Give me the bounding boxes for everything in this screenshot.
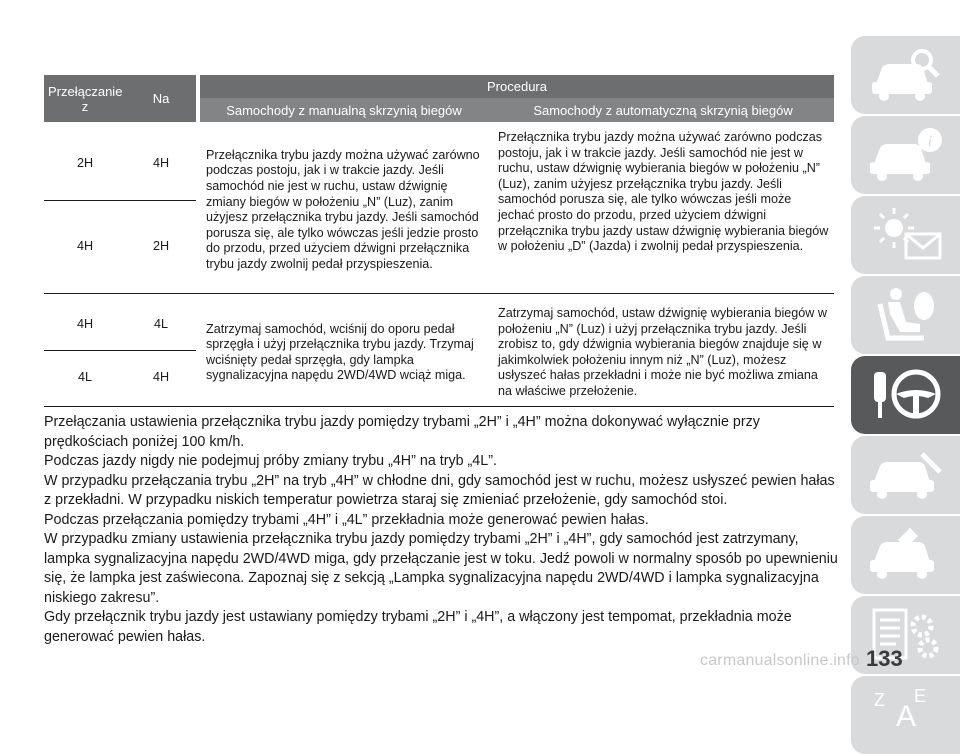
switch-to-cell: 2H — [152, 238, 170, 253]
paragraph: Gdy przełącznik trybu jazdy jest ustawiany pomiędzy trybami „2H” i „4H”, a włączony jest tempomat, przekładnia może generować pewien hałas. — [44, 609, 792, 645]
tab-emergency[interactable] — [851, 436, 960, 514]
switch-to-cell: 4H — [152, 156, 170, 171]
automatic-procedure-text: Zatrzymaj samochód, ustaw dźwignię wybierania biegów w położeniu „N” (Luz) i użyj przełącznika trybu jazdy. Jeśli zrobisz to, gdy dźwignia wybierania biegów znajduje się w jakimkolwiek położeniu innym niż „N” (Luz), możesz usłyszeć hałas przekładni i może nie być możliwa zmiana na właściwe przełożenie. — [498, 305, 827, 398]
switch-from-cell: 4H — [76, 316, 94, 331]
tab-warning-lights[interactable] — [851, 196, 960, 274]
svg-text:Z: Z — [873, 690, 885, 710]
switch-to-cell: 4H — [152, 370, 170, 385]
switch-from-cell: 2H — [76, 156, 94, 171]
tab-starting-driving[interactable] — [851, 356, 960, 434]
key-steering-wheel-icon — [866, 364, 946, 426]
paragraph: Podczas jazdy nigdy nie podejmuj próby zmiany trybu „4H” na tryb „4L”. — [44, 453, 497, 469]
switch-from-cell: 4L — [77, 370, 92, 385]
car-search-icon — [866, 44, 946, 106]
paragraph: Podczas przełączania pomiędzy trybami „4H” i „4L” przekładnia może generować pewien hałas. — [44, 511, 649, 528]
header-automatic: Samochody z automatyczną skrzynią biegów — [492, 98, 834, 122]
body-text — [44, 413, 839, 647]
svg-text:E: E — [913, 686, 926, 706]
tab-car-search[interactable] — [851, 36, 960, 114]
tab-index[interactable] — [851, 676, 960, 754]
paragraph: W przypadku przełączania trybu „2H” na tryb „4H” w chłodne dni, gdy samochód jest w ruchu, możesz usłyszeć pewien hałas z przekładni. W przypadku niskich temperatur powietrza staraj się zmieniać przełożenie, gdy samochód stoi. — [44, 472, 835, 508]
page-number: 133 — [866, 646, 903, 671]
paragraph: W przypadku zmiany ustawienia przełącznika trybu jazdy pomiędzy trybami „2H” i „4H”, gdy samochód jest zatrzymany, lampka sygnalizacyjna napędu 2WD/4WD miga, gdy przełączanie jest w toku. Jedź powoli w normalny sposób po upewnieniu się, że lampka jest zaświecona. Zapoznaj się z sekcją „Lampka sygnalizacyjna napędu 2WD/4WD i lampka sygnalizacyjna niskiego zakresu”. — [44, 531, 838, 606]
tab-seat-airbag[interactable] — [851, 276, 960, 354]
manual-procedure-text: Przełącznika trybu jazdy można używać zarówno podczas postoju, jak i w trakcie jazdy. Jeśli samochód nie jest w ruchu, ustaw dźwignię zmiany biegów w położeniu „N” (Luz), zanim użyjesz przełącznika trybu jazdy. Jeśli samochód porusza się, ale tylko wówczas jeśli jedzie prosto do przodu, przed użyciem dźwigni przełącznika trybu jazdy zwolnij pedał przyspieszenia. — [206, 147, 480, 272]
alphabet-index-icon — [866, 684, 946, 746]
svg-text:A: A — [895, 700, 916, 733]
switch-from-cell: 4H — [76, 238, 94, 253]
header-switch-to: Na — [126, 75, 196, 122]
car-service-icon — [866, 524, 946, 586]
watermark: carmanualsonline.info — [700, 652, 860, 669]
paragraph: Przełączania ustawienia przełącznika trybu jazdy pomiędzy trybami „2H” i „4H” można dokonywać wyłącznie przy prędkościach poniżej 100 km/h. — [44, 414, 760, 450]
drive-mode-table — [44, 75, 834, 407]
tab-car-info[interactable] — [851, 116, 960, 194]
header-switch-from: Przełączanie z — [44, 75, 126, 122]
automatic-procedure-text: Przełącznika trybu jazdy można używać zarówno podczas postoju, jak i w trakcie jazdy. Jeśli samochód nie jest w ruchu, ustaw dźwignię wybierania biegów w położeniu „N” (Luz), zanim użyjesz przełącznika trybu jazdy. Jeśli samochód porusza się, ale tylko wówczas jeśli może jechać prosto do przodu, przed użyciem dźwigni przełącznika trybu jazdy ustaw dźwignię wybierania biegów w położeniu „D” (Jazda) i zwolnij pedał przyspieszenia. — [498, 130, 829, 254]
car-info-icon — [866, 124, 946, 186]
manual-procedure-text: Zatrzymaj samochód, wciśnij do oporu pedał sprzęgła i użyj przełącznika trybu jazdy. Trzymaj wciśnięty pedał sprzęgła, gdy lampka sygnalizacyjna napędu 2WD/4WD wciąż miga. — [206, 321, 474, 383]
switch-to-cell: 4L — [153, 316, 168, 331]
car-wrench-icon — [866, 444, 946, 506]
seat-airbag-icon — [866, 284, 946, 346]
tab-maintenance[interactable] — [851, 516, 960, 594]
warning-lights-mail-icon — [866, 204, 946, 266]
header-manual: Samochody z manualną skrzynią biegów — [200, 98, 488, 122]
svg-text:i: i — [927, 133, 932, 150]
header-procedure: Procedura — [200, 75, 834, 98]
